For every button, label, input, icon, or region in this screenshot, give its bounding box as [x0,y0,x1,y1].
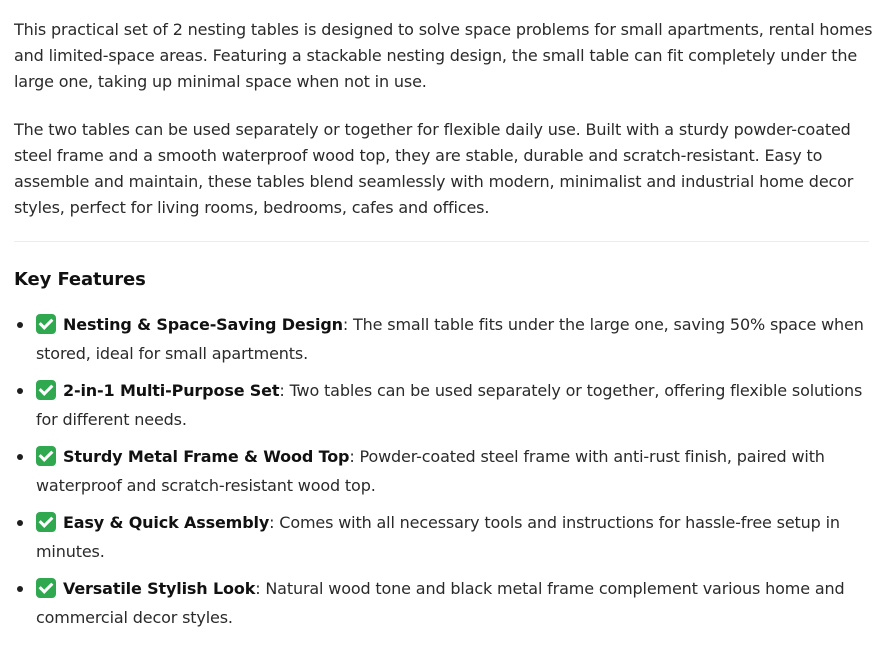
feature-title: 2-in-1 Multi-Purpose Set [63,381,280,400]
green-check-mark-icon [36,380,56,400]
green-check-mark-icon [36,314,56,334]
feature-item [14,310,878,368]
feature-title: Sturdy Metal Frame & Wood Top [63,447,350,466]
key-features-heading: Key Features [14,269,146,290]
key-features-list [14,310,878,632]
bullet-dot [17,520,23,526]
green-check-mark-icon [36,578,56,598]
feature-item [14,574,878,632]
bullet-dot [17,454,23,460]
feature-text: : Powder-coated steel frame with anti-rust finish, paired with waterproof and scratch-resistant wood top. [36,447,825,495]
bullet-dot [17,388,23,394]
green-check-mark-icon [36,512,56,532]
feature-item [14,376,878,434]
feature-text: : Comes with all necessary tools and instructions for hassle-free setup in minutes. [36,513,840,561]
bullet-dot [17,586,23,592]
feature-text: : Natural wood tone and black metal frame complement various home and commercial decor styles. [36,579,845,627]
feature-text: : The small table fits under the large one, saving 50% space when stored, ideal for small apartments. [36,315,864,363]
feature-title: Versatile Stylish Look [63,579,256,598]
intro-paragraph-2: The two tables can be used separately or together for flexible daily use. Built with a sturdy powder-coated steel frame and a smooth waterproof wood top, they are stable, durable and scratch-resistant. Easy to assemble and maintain, these tables blend seamlessly with modern, minimalist and industrial home decor styles, perfect for living rooms, bedrooms, cafes and offices. [14,120,854,217]
green-check-mark-icon [36,446,56,466]
intro-paragraph-1: This practical set of 2 nesting tables is designed to solve space problems for small apartments, rental homes and limited-space areas. Featuring a stackable nesting design, the small table can fit completely under the large one, taking up minimal space when not in use. [14,20,873,91]
section-divider [14,241,869,242]
bullet-dot [17,322,23,328]
feature-title: Nesting & Space-Saving Design [63,315,343,334]
feature-text: : Two tables can be used separately or together, offering flexible solutions for different needs. [36,381,863,429]
feature-item [14,442,878,500]
feature-title: Easy & Quick Assembly [63,513,270,532]
feature-item [14,508,878,566]
